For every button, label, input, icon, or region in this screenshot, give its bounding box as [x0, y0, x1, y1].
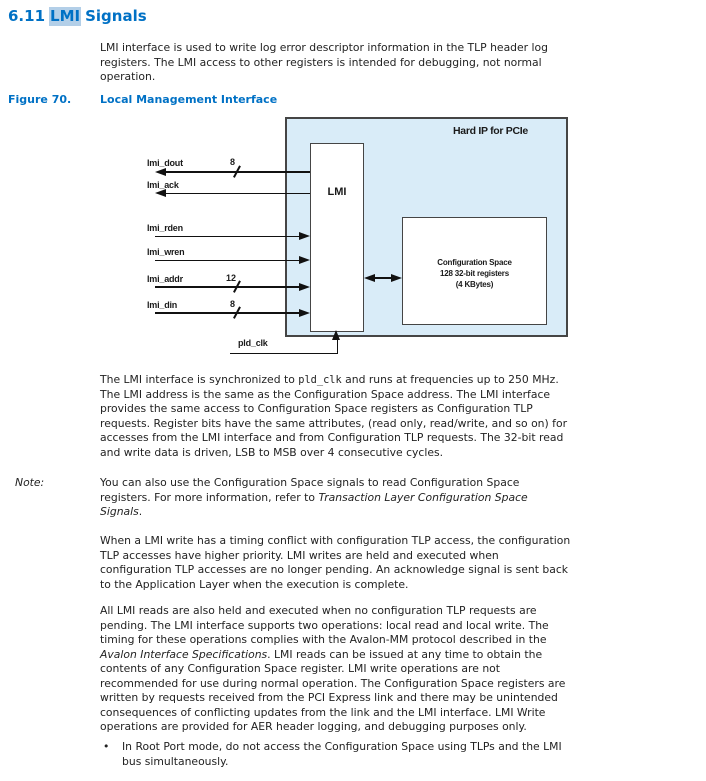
lmi-rden-arrowhead	[299, 232, 310, 240]
figure-label: Figure 70.	[8, 93, 72, 106]
arrow-left-icon	[364, 274, 375, 282]
lmi-addr-line	[155, 286, 299, 288]
lmi-rden-line	[155, 236, 299, 237]
pld-clk-hline	[230, 353, 338, 355]
pld-clk-arrowhead	[332, 330, 340, 340]
lmi-addr-arrowhead	[299, 283, 310, 291]
section-highlighted-term: LMI	[50, 7, 81, 25]
figure-title: Local Management Interface	[100, 93, 278, 106]
section-number: 6.11	[8, 7, 46, 25]
bullet-item: In Root Port mode, do not access the Configuration Space using TLPs and the LMI bus simultaneously.	[122, 740, 562, 768]
bullet-icon: •	[103, 740, 110, 753]
lmi-dout-arrowhead	[155, 168, 166, 176]
lmi-ack-line	[164, 193, 310, 194]
hard-ip-label: Hard IP for PCIe	[453, 125, 528, 137]
lmi-wren-arrowhead	[299, 256, 310, 264]
conflict-paragraph: When a LMI write has a timing conflict with configuration TLP access, the configuration TLP accesses have higher priority. LMI writes are held and executed when configuration TLP accesses are no longer pending. An acknowledge signal is sent back to the Application Layer when the execution is complete.	[100, 534, 571, 591]
lmi-wren-line	[155, 260, 299, 261]
config-space-box	[402, 217, 547, 325]
arrow-right-icon	[391, 274, 402, 282]
section-title-rest: Signals	[85, 7, 147, 25]
reads-paragraph: All LMI reads are also held and executed when no configuration TLP requests are pending. The LMI interface supports two operations: local read and local write. The timing for these operations complies with the Avalon-MM protocol described in the Avalon Interface Specifications. LMI reads can be issued at any time to obtain the contents of any Configuration Space register. LMI write operations are not recommended for use during normal operation. The Configuration Space registers are written by requests received from the PCI Express link and there may be unintended consequences of conflicting updates from the link and the LMI interface. LMI Write operations are provided for AER header logging, and debugging purposes only.	[100, 604, 566, 733]
signal-lmi-addr-label: lmi_addr	[147, 274, 183, 284]
signal-lmi-rden-label: lmi_rden	[147, 223, 183, 233]
note-paragraph: You can also use the Configuration Space signals to read Configuration Space registers. For more information, refer to Transaction Layer Configuration Space Signals.	[100, 476, 528, 518]
signal-lmi-dout-label: lmi_dout	[147, 158, 183, 168]
intro-paragraph: LMI interface is used to write log error descriptor information in the TLP header log registers. The LMI access to other registers is intended for debugging, not normal operation.	[100, 41, 549, 83]
lmi-dout-bus-width: 8	[230, 157, 236, 167]
signal-lmi-din-label: lmi_din	[147, 300, 178, 310]
figure-caption	[0, 93, 706, 108]
config-space-line3: (4 KBytes)	[455, 279, 494, 289]
config-space-line2: 128 32-bit registers	[440, 268, 509, 278]
signal-lmi-wren-label: lmi_wren	[147, 247, 185, 257]
note-label: Note:	[15, 476, 45, 489]
lmi-din-arrowhead	[299, 309, 310, 317]
lmi-din-bus-width: 8	[230, 299, 236, 309]
config-space-line1: Configuration Space	[437, 257, 512, 267]
pld-clk-vline	[337, 340, 339, 354]
lmi-box	[310, 143, 364, 332]
signal-lmi-ack-label: lmi_ack	[147, 180, 179, 190]
signal-pld-clk-label: pld_clk	[238, 338, 268, 348]
section-heading	[8, 7, 147, 26]
lmi-addr-bus-width: 12	[226, 273, 237, 283]
figure-diagram	[100, 112, 640, 370]
sync-paragraph: The LMI interface is synchronized to pld_clk and runs at frequencies up to 250 MHz. The LMI address is the same as the Configuration Space address. The LMI interface provides the same access to Configuration Space registers as Configuration TLP requests. Register bits have the same attributes, (read only, read/write, and so on) for accesses from the LMI interface and from Configuration TLP requests. The 32-bit read and write data is driven, LSB to MSB over 4 consecutive cycles.	[100, 373, 568, 459]
lmi-din-line	[155, 312, 299, 314]
lmi-dout-line	[164, 171, 310, 173]
lmi-ack-arrowhead	[155, 189, 166, 197]
lmi-label: LMI	[327, 186, 347, 198]
